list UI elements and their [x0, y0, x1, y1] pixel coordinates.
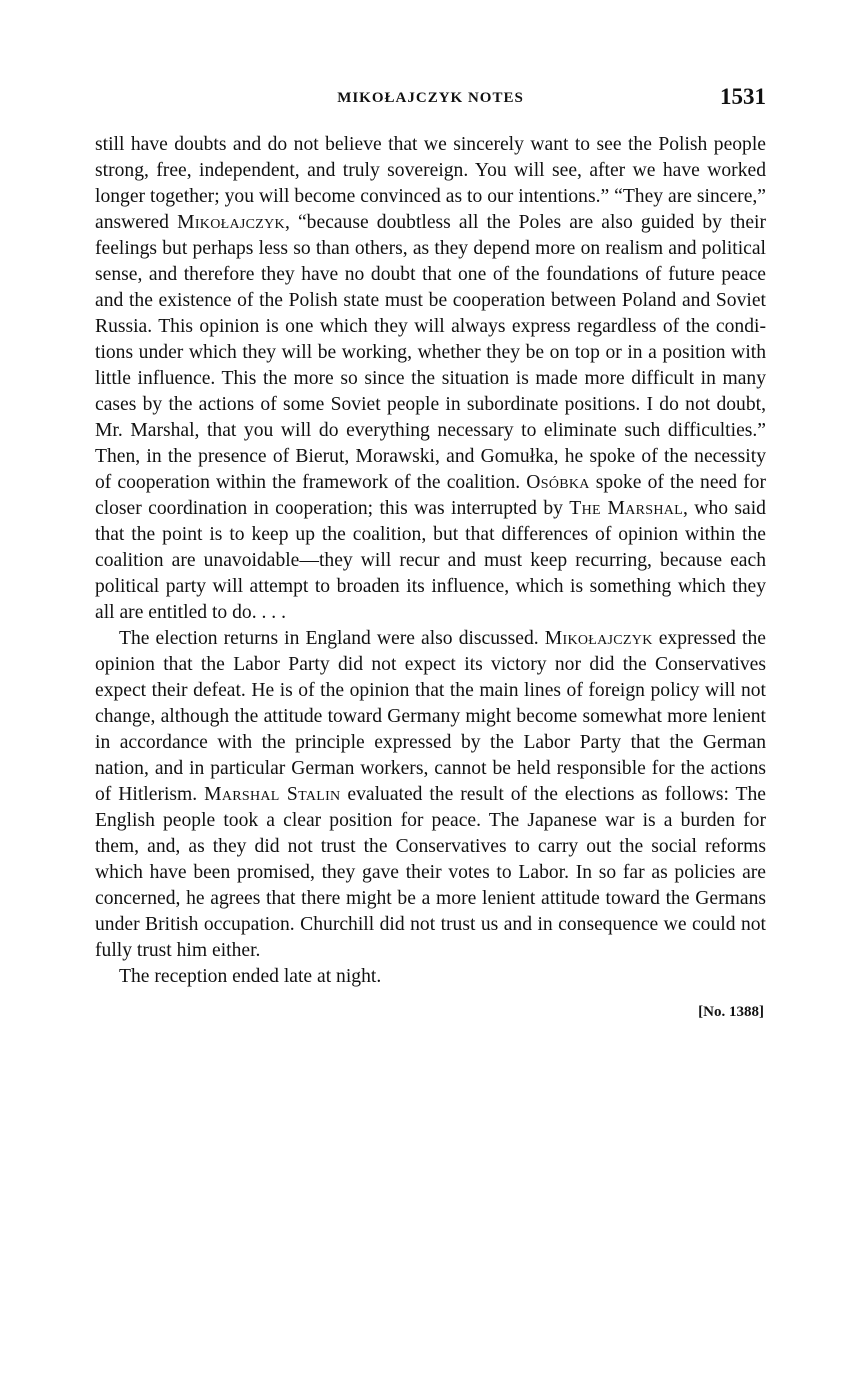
body-text [95, 132, 766, 990]
text-run: spoke of the need for closer coordination in cooperation; this was interrupted by [95, 472, 766, 519]
page-number: 1531 [720, 84, 766, 109]
paragraph-continued [95, 132, 766, 626]
speaker-name: Mikołajczyk [544, 628, 653, 649]
running-head [95, 84, 766, 114]
paragraph-election-returns [95, 626, 766, 964]
text-run: still have doubts and do not believe that we sincerely want to see the Polish people strong, free, independent, and truly sovereign. You will see, after we have worked longer together; you will become convinced as to our intentions.” “They are sincere,” answered [95, 134, 766, 233]
text-run: evaluated the result of the elections as follows: The English people took a clear position for peace. The Japanese war is a burden for them, and, as they did not trust the Conservatives to carry out the social reforms which have been promised, they gave their votes to Labor. In so far as policies are concerned, he agrees that there might be a more lenient attitude toward the Germans under British occupation. Churchill did not trust us and in consequence we could not fully trust him either. [95, 784, 767, 961]
speaker-name: The Marshal [569, 498, 684, 519]
text-run: , “because doubtless all the Poles are also guided by their feelings but perhaps less so than others, as they depend more on realism and political sense, and therefore they have no doubt that one of the foundations of future peace and the existence of the Polish state must be cooperation between Poland and Soviet Russia. This opinion is one which they will always express regardless of the conditions under which they will be working, whether they be on top or in a position with little influence. This the more so since the situation is made more difficult in many cases by the actions of some Soviet people in subordinate positions. I do not doubt, Mr. Marshal, that you will do everything necessary to eliminate such difficulties.” Then, in the presence of Bierut, Morawski, and Gomułka, he spoke of the necessity of cooperation within the framework of the coalition. [95, 212, 766, 493]
paragraph-reception-ended: The reception ended late at night. [119, 966, 382, 987]
text-run: The election returns in England were also discussed. [119, 628, 545, 649]
speaker-name: Osóbka [526, 472, 590, 493]
document-page [95, 84, 766, 1021]
text-run: , who said that the point is to keep up the coalition, but that differences of opinion within the coalition are unavoidable—they will recur and must keep recurring, because each political party will attempt to broaden its influence, which is something which they all are entitled to do. . . . [95, 498, 766, 623]
speaker-name: Marshal Stalin [204, 784, 341, 805]
document-number: [No. 1388] [698, 1004, 764, 1020]
text-run: expressed the opinion that the Labor Party did not expect its victory nor did the Conservatives expect their defeat. He is of the opinion that the main lines of foreign policy will not change, although the attitude toward Germany might become somewhat more lenient in accordance with the principle expressed by the Labor Party that the German nation, and in particular German workers, cannot be held responsible for the actions of Hitlerism. [95, 628, 766, 805]
running-title: MIKOŁAJCZYK NOTES [337, 90, 524, 106]
speaker-name: Mikołajczyk [177, 212, 285, 233]
